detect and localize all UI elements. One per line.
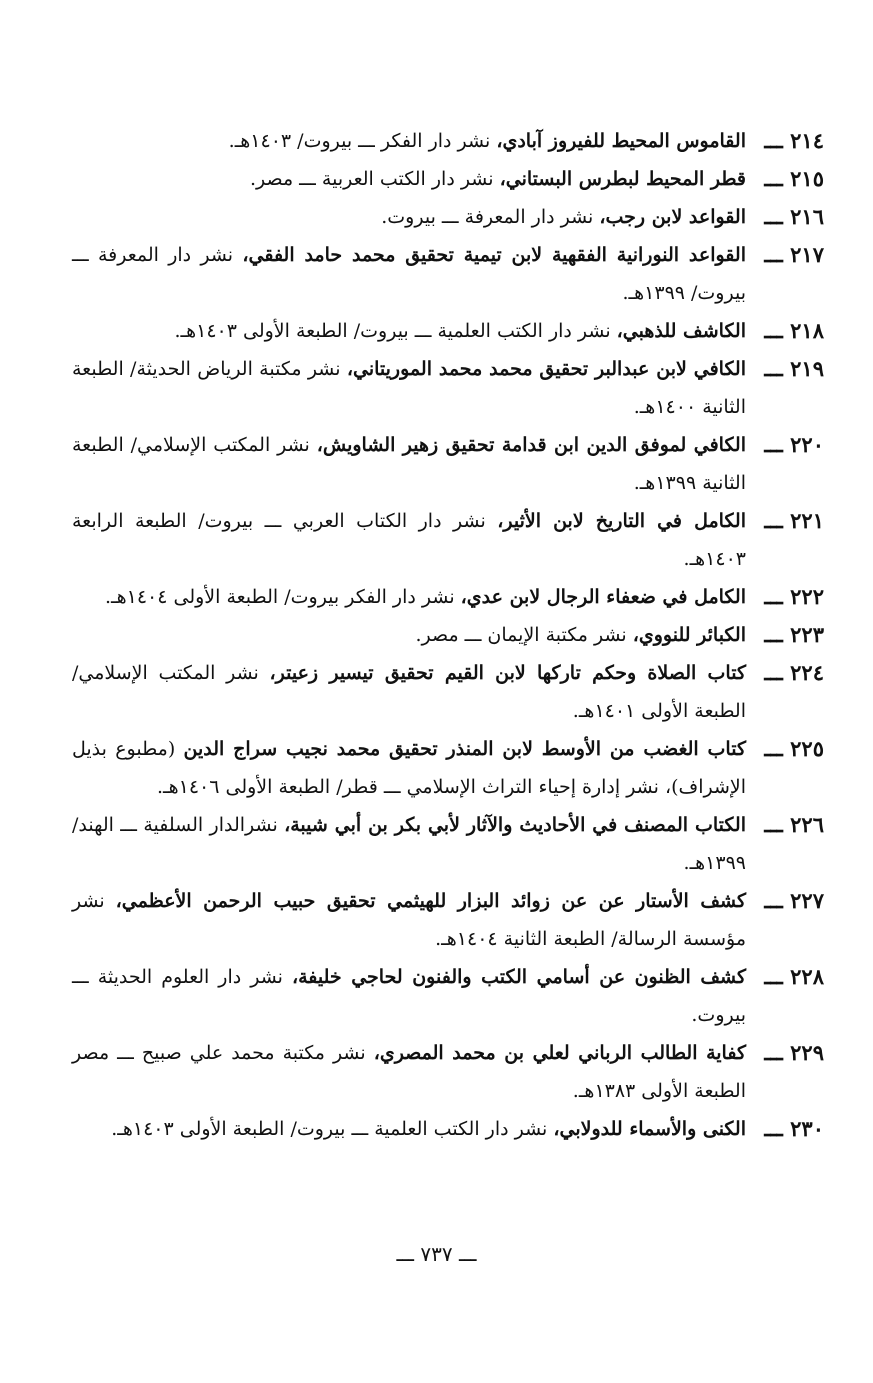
entry-title: كتاب الغضب من الأوسط لابن المنذر تحقيق محمد نجيب سراج الدين: [183, 738, 746, 760]
entry-title: كتاب الصلاة وحكم تاركها لابن القيم تحقيق تيسير زعيتر،: [269, 662, 746, 684]
entry-publisher: نشر المكتب الإسلامي/ الطبعة الثانية ١٣٩٩هـ.: [72, 434, 746, 494]
entry-title: القواعد لابن رجب،: [599, 206, 746, 228]
entry-number: ٢٢٣ ـــ: [764, 622, 824, 647]
entry-text: [72, 578, 746, 616]
entry-title: القاموس المحيط للفيروز آبادي،: [496, 130, 746, 152]
entry-title: قطر المحيط لبطرس البستاني،: [499, 168, 746, 190]
bibliography-entry: [72, 236, 824, 312]
entry-number: ٢١٨ ـــ: [764, 318, 824, 343]
entry-number: ٢٢١ ـــ: [764, 508, 824, 533]
entry-title: كفاية الطالب الرباني لعلي بن محمد المصري،: [373, 1042, 747, 1064]
entry-number: ٢١٦ ـــ: [764, 204, 824, 229]
entry-number: ٢٢٧ ـــ: [764, 888, 824, 913]
entry-publisher: نشر دار الكتب العلمية ـــ بيروت/ الطبعة الأولى ١٤٠٣هـ.: [174, 320, 617, 342]
entry-number: ٢٢٤ ـــ: [764, 660, 824, 685]
entry-title: الكامل في التاريخ لابن الأثير،: [497, 510, 746, 532]
entry-title: الكامل في ضعفاء الرجال لابن عدي،: [460, 586, 746, 608]
entry-publisher: نشر مكتبة الإيمان ـــ مصر.: [415, 624, 633, 646]
bibliography-entry: [72, 426, 824, 502]
entry-text: [72, 730, 746, 806]
entry-publisher: نشر دار الكتب العلمية ـــ بيروت/ الطبعة الأولى ١٤٠٣هـ.: [111, 1118, 554, 1140]
bibliography-entry: [72, 1110, 824, 1148]
entry-text: [72, 958, 746, 1034]
bibliography-entry: [72, 502, 824, 578]
entry-publisher: نشر دار المعرفة ـــ بيروت.: [381, 206, 600, 228]
entry-number: ٢٣٠ ـــ: [764, 1116, 824, 1141]
entry-number: ٢١٧ ـــ: [764, 242, 824, 267]
entry-title: الكافي لابن عبدالبر تحقيق محمد محمد الموريتاني،: [346, 358, 747, 380]
entry-publisher: نشر دار الفكر بيروت/ الطبعة الأولى ١٤٠٤هـ.: [104, 586, 461, 608]
entry-text: [72, 1034, 746, 1110]
bibliography-entry: [72, 198, 824, 236]
entry-publisher: (مطبوع بذيل الإشراف)، نشر إدارة إحياء التراث الإسلامي ـــ قطر/ الطبعة الأولى ١٤٠٦هـ.: [72, 738, 746, 798]
bibliography-list: [72, 122, 824, 1148]
bibliography-entry: [72, 350, 824, 426]
bibliography-entry: [72, 312, 824, 350]
entry-text: [72, 122, 746, 160]
bibliography-entry: [72, 882, 824, 958]
bibliography-entry: [72, 122, 824, 160]
entry-number: ٢١٤ ـــ: [764, 128, 824, 153]
entry-title: كشف الأستار عن عن زوائد البزار للهيثمي تحقيق حبيب الرحمن الأعظمي،: [115, 890, 746, 912]
entry-publisher: نشر دار العلوم الحديثة ـــ بيروت.: [72, 966, 746, 1026]
entry-title: الكافي لموفق الدين ابن قدامة تحقيق زهير الشاويش،: [316, 434, 747, 456]
entry-title: القواعد النورانية الفقهية لابن تيمية تحقيق محمد حامد الفقي،: [242, 244, 746, 266]
entry-text: [72, 502, 746, 578]
entry-text: [72, 350, 746, 426]
entry-text: [72, 198, 746, 236]
entry-number: ٢١٥ ـــ: [764, 166, 824, 191]
entry-publisher: نشرالدار السلفية ـــ الهند/ ١٣٩٩هـ.: [72, 814, 746, 874]
entry-text: [72, 236, 746, 312]
entry-text: [72, 806, 746, 882]
entry-publisher: نشر دار المعرفة ـــ بيروت/ ١٣٩٩هـ.: [72, 244, 746, 304]
bibliography-entry: [72, 1034, 824, 1110]
entry-publisher: نشر مكتبة الرياض الحديثة/ الطبعة الثانية ١٤٠٠هـ.: [72, 358, 746, 418]
entry-title: الكاشف للذهبي،: [616, 320, 746, 342]
bibliography-entry: [72, 578, 824, 616]
entry-number: ٢٢٩ ـــ: [764, 1040, 824, 1065]
entry-publisher: نشر مؤسسة الرسالة/ الطبعة الثانية ١٤٠٤هـ.: [72, 890, 746, 950]
entry-title: الكبائر للنووي،: [632, 624, 746, 646]
entry-publisher: نشر مكتبة محمد علي صبيح ـــ مصر الطبعة الأولى ١٣٨٣هـ.: [72, 1042, 746, 1102]
entry-text: [72, 426, 746, 502]
entry-publisher: نشر المكتب الإسلامي/ الطبعة الأولى ١٤٠١هـ.: [72, 662, 746, 722]
entry-number: ٢٢٦ ـــ: [764, 812, 824, 837]
entry-text: [72, 882, 746, 958]
entry-number: ٢١٩ ـــ: [764, 356, 824, 381]
entry-title: الكنى والأسماء للدولابي،: [553, 1118, 746, 1140]
entry-number: ٢٢٢ ـــ: [764, 584, 824, 609]
entry-text: [72, 616, 746, 654]
entry-text: [72, 654, 746, 730]
entry-title: كشف الظنون عن أسامي الكتب والفنون لحاجي خليفة،: [291, 966, 746, 988]
bibliography-entry: [72, 616, 824, 654]
bibliography-entry: [72, 654, 824, 730]
entry-title: الكتاب المصنف في الأحاديث والآثار لأبي بكر بن أبي شيبة،: [284, 814, 746, 836]
entry-publisher: نشر دار الكتاب العربي ـــ بيروت/ الطبعة الرابعة ١٤٠٣هـ.: [72, 510, 746, 570]
entry-text: [72, 1110, 746, 1148]
bibliography-entry: [72, 806, 824, 882]
entry-text: [72, 312, 746, 350]
entry-number: ٢٢٠ ـــ: [764, 432, 824, 457]
bibliography-entry: [72, 730, 824, 806]
entry-number: ٢٢٥ ـــ: [764, 736, 824, 761]
page-number: ـــ ٧٣٧ ـــ: [396, 1242, 477, 1266]
entry-text: [72, 160, 746, 198]
bibliography-entry: [72, 958, 824, 1034]
bibliography-entry: [72, 160, 824, 198]
entry-number: ٢٢٨ ـــ: [764, 964, 824, 989]
entry-publisher: نشر دار الفكر ـــ بيروت/ ١٤٠٣هـ.: [228, 130, 497, 152]
entry-publisher: نشر دار الكتب العربية ـــ مصر.: [249, 168, 500, 190]
